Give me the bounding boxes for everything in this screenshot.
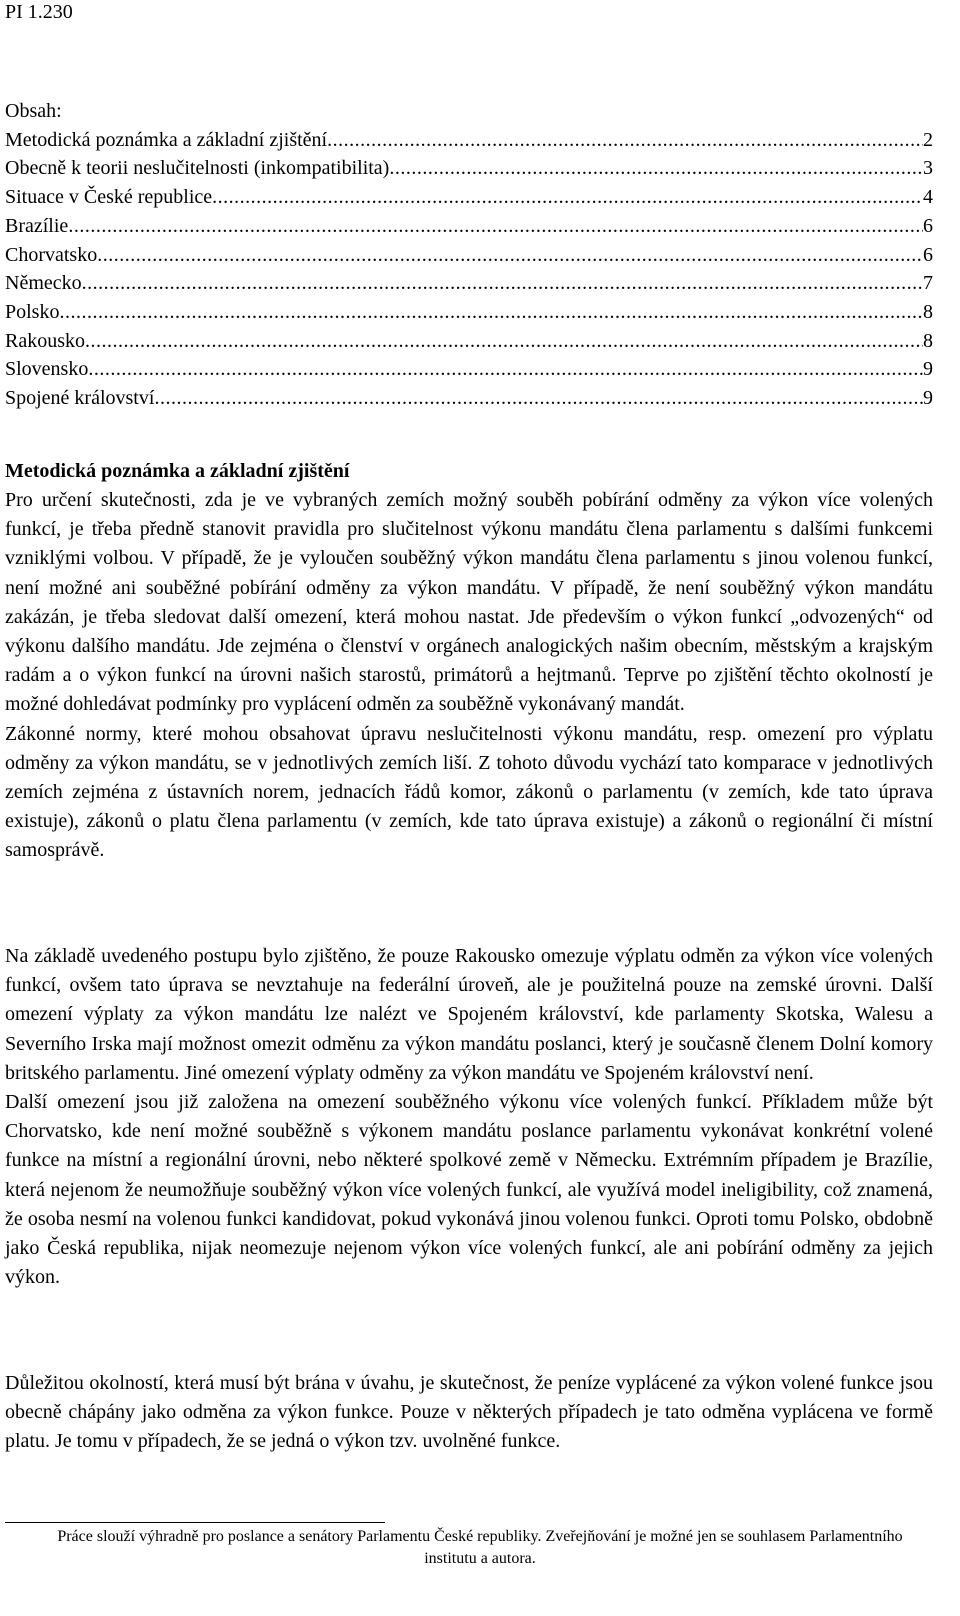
toc-item-title: Slovensko <box>5 358 89 381</box>
toc-item-title: Německo <box>5 272 82 295</box>
toc-item-page: 8 <box>923 329 933 352</box>
toc-item-title: Chorvatsko <box>5 243 98 266</box>
section-body-1 <box>5 486 933 866</box>
toc-leader-dots <box>327 126 923 155</box>
section-heading: Metodická poznámka a základní zjištění <box>5 460 350 482</box>
paragraph: Na základě uvedeného postupu bylo zjištěno, že pouze Rakousko omezuje výplatu odměn za výkon více volených funkcí, ovšem tato úprava se nevztahuje na federální úroveň, ale je použitelná pouze na zemské úrovni. Další omezení výplaty za výkon mandátu lze nalézt ve Spojeném království, kde parlamenty Skotska, Walesu a Severního Irska mají možnost omezit odměnu za výkon mandátu poslanci, který je současně členem Dolní komory britského parlamentu. Jiné omezení výplaty odměny za výkon mandátu ve Spojeném království není. <box>5 945 933 1084</box>
toc-item-title: Metodická poznámka a základní zjištění <box>5 128 328 151</box>
footer-divider <box>5 1522 385 1523</box>
toc-leader-dots <box>212 183 923 212</box>
toc-list <box>5 126 933 413</box>
toc-item-title: Rakousko <box>5 329 85 352</box>
toc-item[interactable] <box>5 327 933 356</box>
paragraph: Pro určení skutečnosti, zda je ve vybraných zemích možný souběh pobírání odměny za výkon více volených funkcí, je třeba předně stanovit pravidla pro slučitelnost výkonu mandátu člena parlamentu s dalšími funkcemi vzniklými volbou. V případě, že je vyloučen souběžný výkon mandátu člena parlamentu s jinou volenou funkcí, není možné ani souběžné pobírání odměny za výkon mandátu. V případě, že není souběžný výkon mandátu zakázán, je třeba sledovat další omezení, která mohou nastat. Jde především o výkon funkcí „odvozených“ od výkonu dalšího mandátu. Jde zejména o členství v orgánech analogických našim obecním, městským a krajským radám a o výkon funkcí na úrovni našich starostů, primátorů a hejtmanů. Teprve po zjištění těchto okolností je možné dohledávat podmínky pro vyplácení odměn za souběžně vykonávaný mandát. <box>5 489 933 716</box>
toc-item-page: 4 <box>923 186 933 209</box>
toc-leader-dots <box>85 327 923 356</box>
toc-item-page: 6 <box>923 214 933 237</box>
toc-item[interactable] <box>5 183 933 212</box>
toc-item[interactable] <box>5 241 933 270</box>
toc-item-page: 9 <box>923 358 933 381</box>
toc-item-title: Polsko <box>5 300 60 323</box>
toc-item[interactable] <box>5 298 933 327</box>
toc-leader-dots <box>88 355 923 384</box>
toc-item-page: 8 <box>923 300 933 323</box>
toc-item-title: Obecně k teorii neslučitelnosti (inkompatibilita) <box>5 157 390 180</box>
paragraph: Další omezení jsou již založena na omezení souběžného výkonu více volených funkcí. Příkladem může být Chorvatsko, kde není možné souběžně s výkonem mandátu poslance parlamentu vykonávat konkrétní volené funkce na místní a regionální úrovni, nebo některé spolkové země v Německu. Extrémním případem je Brazílie, která nejenom že neumožňuje souběžný výkon více volených funkcí, ale využívá model ineligibility, což znamená, že osoba nesmí na volenou funkci kandidovat, pokud vykonává jinou volenou funkci. Oproti tomu Polsko, obdobně jako Česká republika, nijak neomezuje nejenom výkon více volených funkcí, ale ani pobírání odměny za jejich výkon. <box>5 1091 933 1289</box>
paragraph: Důležitou okolností, která musí být brána v úvahu, je skutečnost, že peníze vyplácené za výkon volené funkce jsou obecně chápány jako odměna za výkon funkce. Pouze v některých případech je tato odměna vyplácena ve formě platu. Je tomu v případech, že se jedná o výkon tzv. uvolněné funkce. <box>5 1372 933 1453</box>
toc-leader-dots <box>82 269 923 298</box>
section-body-2 <box>5 942 933 1292</box>
toc-item[interactable] <box>5 269 933 298</box>
toc-item[interactable] <box>5 212 933 241</box>
toc-leader-dots <box>68 212 923 241</box>
toc-item-page: 2 <box>923 128 933 151</box>
toc-item-page: 6 <box>923 243 933 266</box>
toc-item-title: Brazílie <box>5 214 69 237</box>
section-body-3 <box>5 1369 933 1457</box>
toc-item-page: 7 <box>923 272 933 295</box>
toc-item[interactable] <box>5 384 933 413</box>
toc-leader-dots <box>154 384 923 413</box>
table-of-contents <box>5 97 933 413</box>
document-id: PI 1.230 <box>5 1 73 23</box>
toc-leader-dots <box>59 298 923 327</box>
toc-leader-dots <box>97 241 923 270</box>
toc-item-page: 3 <box>923 157 933 180</box>
toc-item-title: Spojené království <box>5 387 155 410</box>
toc-item[interactable] <box>5 154 933 183</box>
footer-notice: Práce slouží výhradně pro poslance a senátory Parlamentu České republiky. Zveřejňování je možné jen se souhlasem Parlamentního institutu a autora. <box>57 1528 903 1567</box>
toc-item-page: 9 <box>923 387 933 410</box>
toc-item-title: Situace v České republice <box>5 186 213 209</box>
toc-leader-dots <box>389 154 923 183</box>
toc-item[interactable] <box>5 126 933 155</box>
paragraph: Zákonné normy, které mohou obsahovat úpravu neslučitelnosti výkonu mandátu, resp. omezení pro výplatu odměny za výkon mandátu, se v jednotlivých zemích liší. Z tohoto důvodu vychází tato komparace v jednotlivých zemích zejména z ústavních norem, jednacích řádů komor, zákonů o parlamentu (v zemích, kde tato úprava existuje), zákonů o platu člena parlamentu (v zemích, kde tato úprava existuje) a zákonů o regionální či místní samosprávě. <box>5 722 933 862</box>
toc-heading: Obsah: <box>5 100 62 122</box>
toc-item[interactable] <box>5 355 933 384</box>
